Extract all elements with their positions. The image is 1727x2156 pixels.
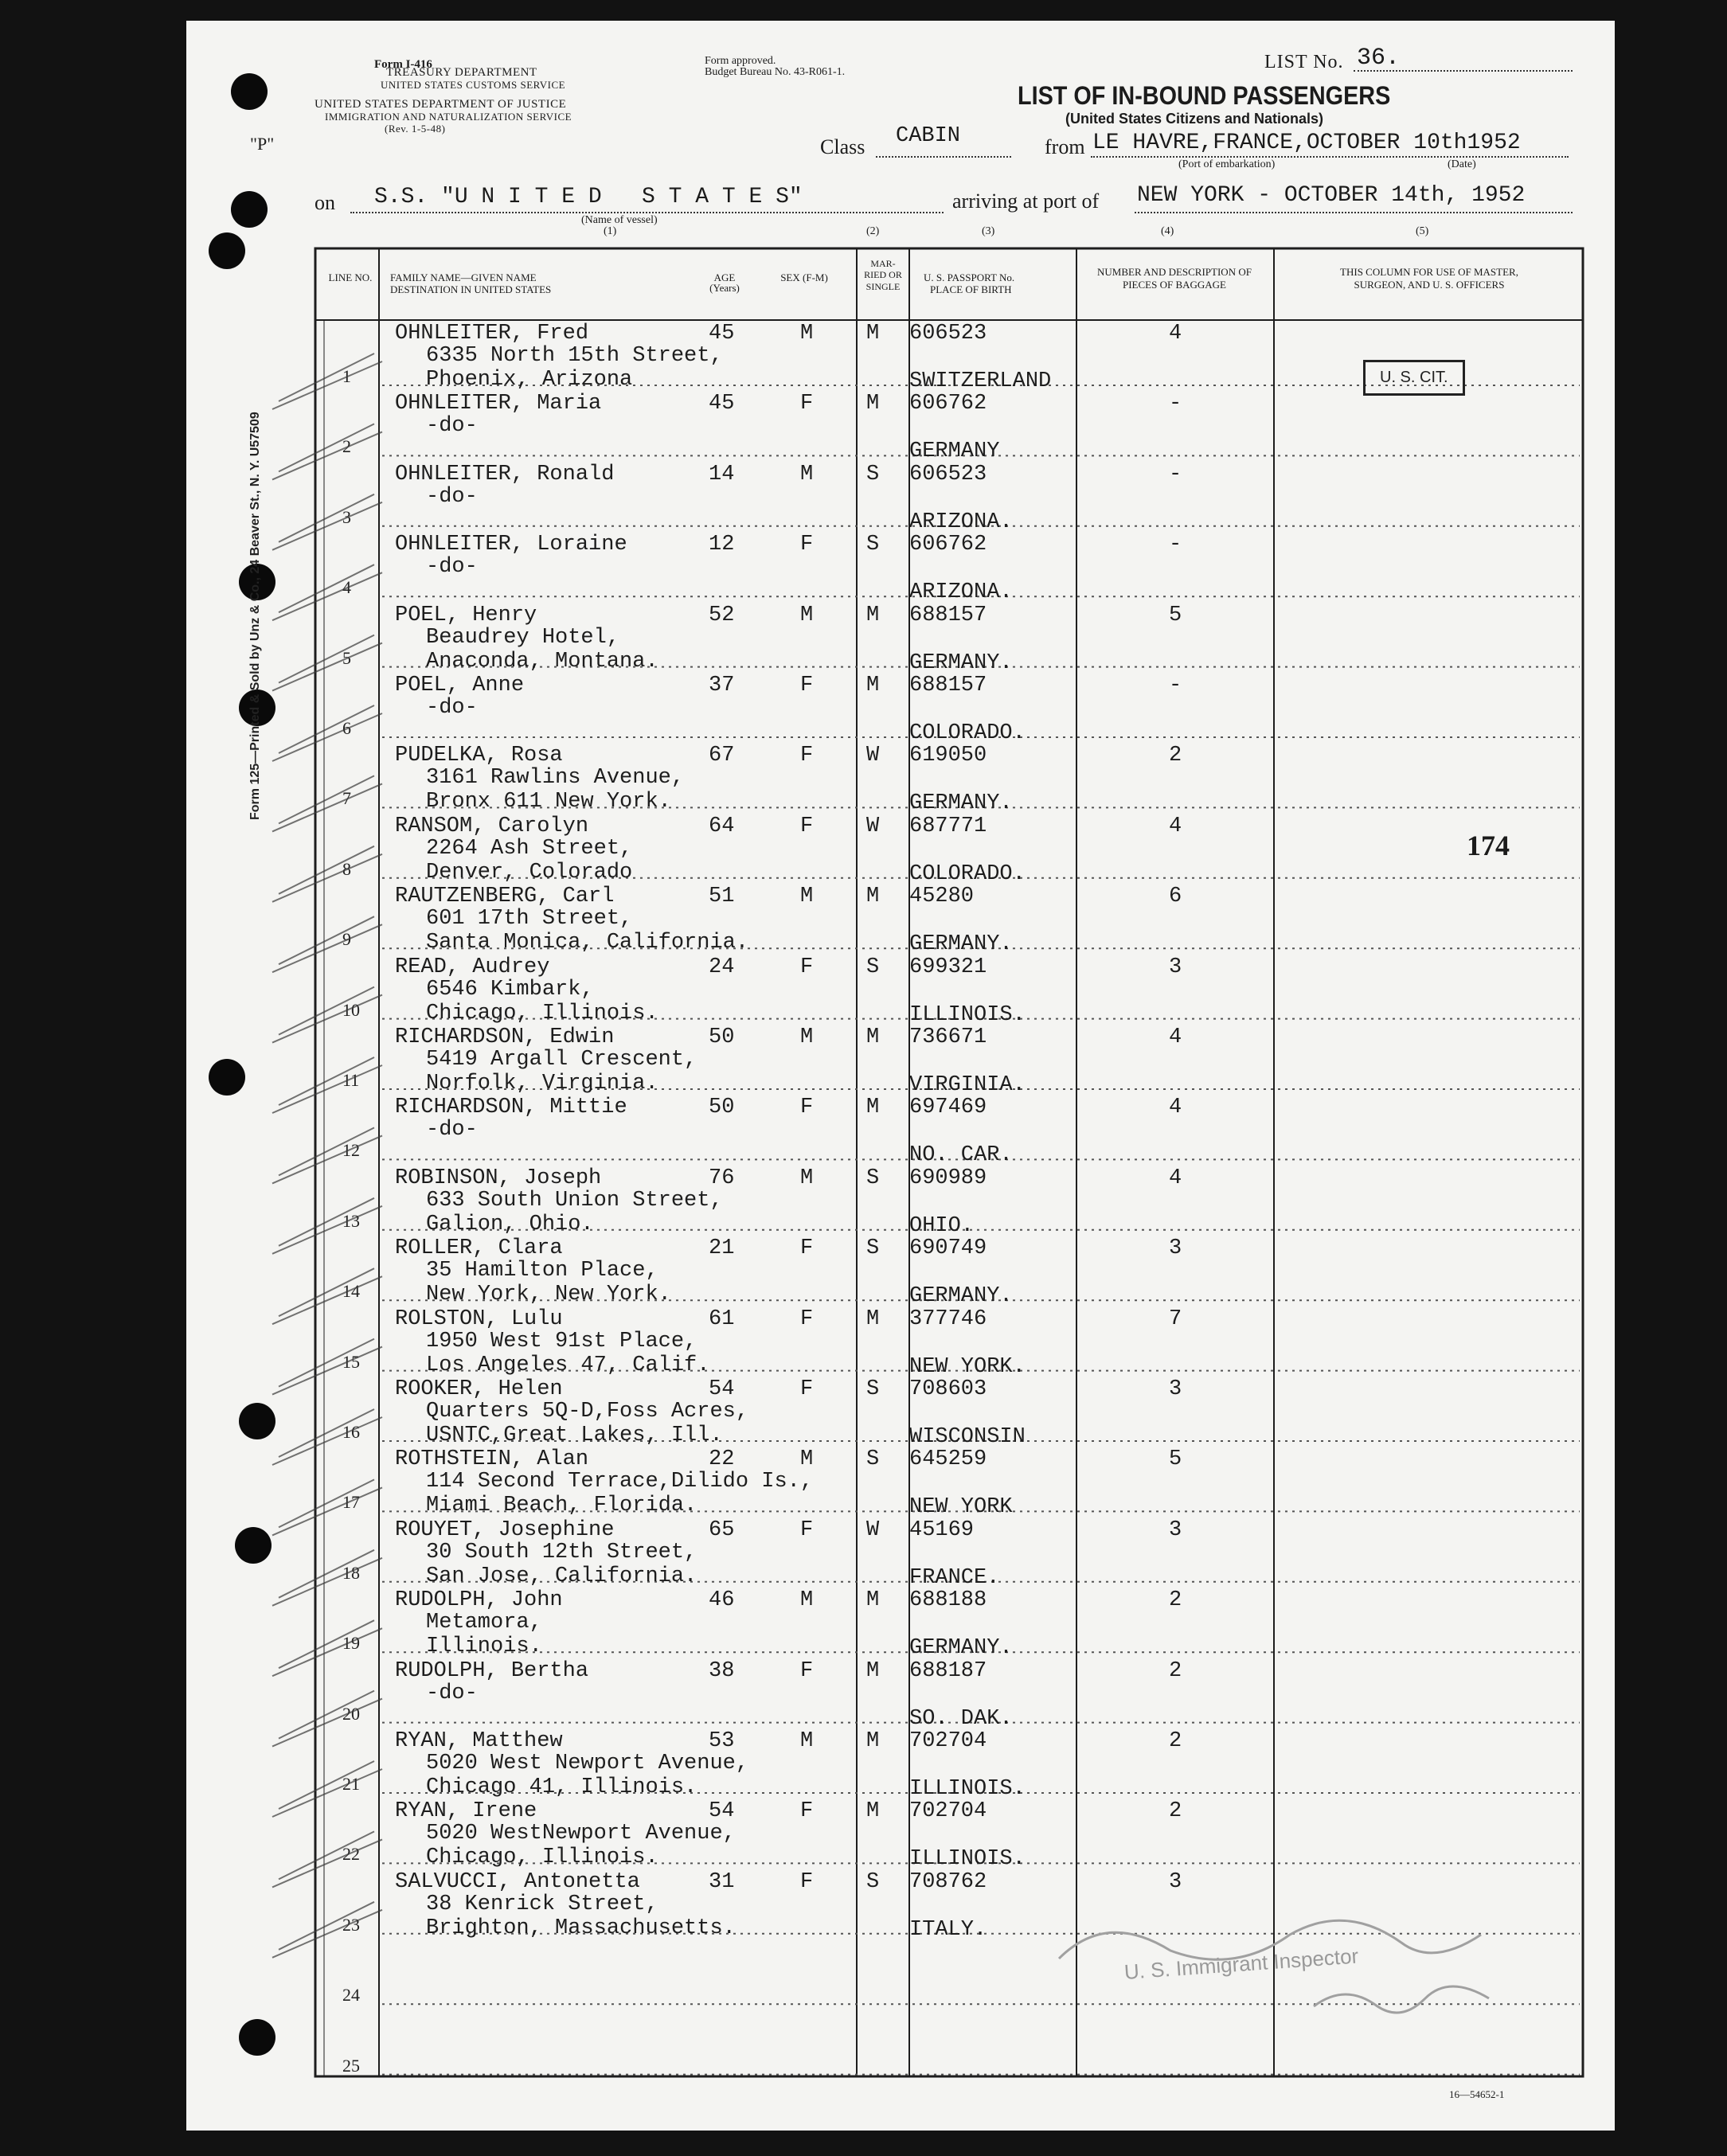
col-name: FAMILY NAME—GIVEN NAME [390, 271, 537, 283]
inspector-caption: U. S. Immigrant Inspector [1123, 1943, 1360, 1984]
age: 37 [709, 674, 735, 697]
form-number: Form I-416 [374, 58, 432, 71]
document-title: LIST OF IN-BOUND PASSENGERS [1018, 81, 1391, 110]
passport-number: 688188 [909, 1588, 987, 1613]
sex: M [800, 322, 814, 346]
address-line-1: 2264 Ash Street, [426, 836, 633, 861]
col-passport: U. S. PASSPORT No. [924, 271, 1015, 283]
us-citizen-stamp: U. S. CIT. [1363, 360, 1465, 396]
marital-status: S [866, 1166, 880, 1190]
age: 22 [709, 1447, 735, 1472]
col-destination: DESTINATION IN UNITED STATES [390, 283, 552, 295]
line-number: 9 [342, 929, 351, 950]
address-line-1: -do- [426, 1681, 478, 1705]
passenger-name: POEL, Henry [395, 603, 537, 627]
baggage-count: - [1169, 533, 1182, 557]
line-number: 19 [342, 1633, 360, 1654]
address-line-1: 1950 West 91st Place, [426, 1329, 697, 1353]
table-row [0, 1870, 1727, 1940]
table-row [0, 1799, 1727, 1872]
address-line-1: -do- [426, 696, 478, 720]
passport-number: 708762 [909, 1869, 987, 1894]
table-row [0, 463, 1727, 533]
place-of-birth: GERMANY. [909, 1284, 1013, 1309]
table-row [0, 603, 1727, 674]
line-number: 22 [342, 1844, 360, 1865]
baggage-count: 7 [1169, 1306, 1182, 1331]
passport-number: 708603 [909, 1377, 987, 1401]
address-line-2: Anaconda, Montana. [426, 649, 658, 674]
passenger-name: OHNLEITER, Maria [395, 392, 602, 416]
place-of-birth: WISCONSIN [909, 1425, 1026, 1449]
marital-status: M [866, 1096, 880, 1120]
baggage-count: 5 [1169, 603, 1182, 627]
passenger-name: SALVUCCI, Antonetta [395, 1869, 640, 1894]
marital-status: M [866, 1658, 880, 1683]
passport-number: 606523 [909, 322, 987, 346]
passenger-name: RUDOLPH, Bertha [395, 1658, 589, 1683]
marital-status: M [866, 1025, 880, 1049]
sex: M [800, 603, 814, 627]
passenger-name: ROUYET, Josephine [395, 1517, 615, 1542]
line-number: 8 [342, 858, 351, 879]
baggage-count: - [1169, 392, 1182, 416]
age: 14 [709, 462, 735, 486]
table-row [0, 2011, 1727, 2081]
baggage-count: 2 [1169, 1799, 1182, 1824]
embarkation-value: LE HAVRE,FRANCE,OCTOBER 10th1952 [1092, 131, 1521, 155]
col-sex: SEX (F-M) [780, 271, 828, 283]
line-number: 3 [342, 506, 351, 527]
passport-number: 688187 [909, 1658, 987, 1683]
table-row [0, 533, 1727, 603]
passport-number: 45169 [909, 1517, 975, 1542]
address-line-2: Chicago 41, Illinois. [426, 1775, 697, 1799]
age: 52 [709, 603, 735, 627]
line-number: 1 [342, 366, 351, 386]
sex: M [800, 462, 814, 486]
p-mark: "P" [250, 134, 275, 154]
marital-status: S [866, 1447, 880, 1472]
col-num-5: (5) [1416, 225, 1429, 237]
line-number: 17 [342, 1492, 360, 1513]
passport-number: 619050 [909, 744, 987, 768]
age: 54 [709, 1799, 735, 1824]
marital-status: W [866, 744, 880, 768]
col-officers: THIS COLUMN FOR USE OF MASTER, SURGEON, AND U. S. OFFICERS [1340, 266, 1518, 291]
table-row [0, 1940, 1727, 2010]
budget-bureau: Budget Bureau No. 43-R061-1. [705, 66, 846, 78]
age: 21 [709, 1236, 735, 1261]
table-row [0, 1307, 1727, 1377]
line-number: 15 [342, 1351, 360, 1372]
passenger-name: PUDELKA, Rosa [395, 744, 563, 768]
sex: M [800, 1166, 814, 1190]
on-label: on [315, 191, 335, 214]
age: 54 [709, 1377, 735, 1401]
baggage-count: 4 [1169, 1166, 1182, 1190]
address-line-2: Brighton, Massachusetts. [426, 1916, 736, 1940]
baggage-count: 4 [1169, 814, 1182, 838]
col-num-4: (4) [1161, 225, 1174, 237]
place-of-birth: ITALY. [909, 1917, 987, 1942]
class-label: Class [820, 135, 865, 158]
age: 38 [709, 1658, 735, 1683]
baggage-count: 4 [1169, 322, 1182, 346]
age: 24 [709, 955, 735, 979]
marital-status: S [866, 955, 880, 979]
footer-code: 16—54652-1 [1449, 2088, 1505, 2100]
baggage-count: 2 [1169, 1588, 1182, 1613]
passenger-name: ROBINSON, Joseph [395, 1166, 602, 1190]
baggage-count: - [1169, 674, 1182, 697]
sex: F [800, 1799, 814, 1824]
address-line-2: Los Angeles 47, Calif. [426, 1353, 710, 1377]
place-of-birth: GERMANY. [909, 791, 1013, 816]
sex: F [800, 1096, 814, 1120]
line-number: 20 [342, 1703, 360, 1724]
line-number: 10 [342, 999, 360, 1020]
line-number: 12 [342, 1140, 360, 1161]
address-line-1: 114 Second Terrace,Dilido Is., [426, 1470, 814, 1494]
passenger-name: POEL, Anne [395, 674, 525, 697]
address-line-2: New York, New York. [426, 1283, 671, 1307]
line-number: 4 [342, 577, 351, 598]
baggage-count: 6 [1169, 885, 1182, 909]
address-line-2: Norfolk, Virginia. [426, 1072, 658, 1096]
passport-number: 645259 [909, 1447, 987, 1472]
place-of-birth: GERMANY. [909, 650, 1013, 675]
line-number: 21 [342, 1774, 360, 1794]
sex: F [800, 814, 814, 838]
passport-number: 702704 [909, 1799, 987, 1824]
sex: F [800, 1658, 814, 1683]
address-line-2: San Jose, California. [426, 1564, 697, 1588]
line-number: 24 [342, 1985, 360, 2006]
baggage-count: 3 [1169, 1869, 1182, 1894]
age: 45 [709, 392, 735, 416]
printer-credit: Form 125—Printed & Sold by Unz & Co., 24 Beaver St., N. Y. U57509 [248, 412, 262, 820]
marital-status: M [866, 322, 880, 346]
passport-number: 606523 [909, 462, 987, 486]
marital-status: S [866, 1869, 880, 1894]
address-line-1: -do- [426, 1118, 478, 1142]
col-birth: PLACE OF BIRTH [930, 283, 1012, 295]
sex: F [800, 1236, 814, 1261]
table-row [0, 1236, 1727, 1309]
passenger-name: OHNLEITER, Ronald [395, 462, 615, 486]
passport-number: 377746 [909, 1306, 987, 1331]
baggage-count: 3 [1169, 1236, 1182, 1261]
marital-status: M [866, 1588, 880, 1613]
baggage-count: 3 [1169, 955, 1182, 979]
place-of-birth: SWITZERLAND [909, 369, 1052, 393]
place-of-birth: COLORADO. [909, 721, 1026, 745]
passenger-name: RYAN, Irene [395, 1799, 537, 1824]
passport-number: 736671 [909, 1025, 987, 1049]
table-row [0, 1377, 1727, 1447]
sex: M [800, 1588, 814, 1613]
line-number: 16 [342, 1422, 360, 1442]
baggage-count: - [1169, 462, 1182, 486]
col-baggage: NUMBER AND DESCRIPTION OF PIECES OF BAGGAGE [1097, 266, 1252, 291]
address-line-1: 5020 West Newport Avenue, [426, 1752, 749, 1775]
line-number: 25 [342, 2055, 360, 2076]
age: 50 [709, 1025, 735, 1049]
address-line-1: -do- [426, 555, 478, 580]
passport-number: 687771 [909, 814, 987, 838]
passenger-name: ROLLER, Clara [395, 1236, 563, 1261]
passport-number: 606762 [909, 533, 987, 557]
baggage-count: 2 [1169, 744, 1182, 768]
age: 67 [709, 744, 735, 768]
passenger-name: OHNLEITER, Fred [395, 322, 589, 346]
age: 50 [709, 1096, 735, 1120]
place-of-birth: ILLINOIS. [909, 1777, 1026, 1801]
marital-status: M [866, 1799, 880, 1824]
age: 12 [709, 533, 735, 557]
sex: F [800, 674, 814, 697]
table-row [0, 1518, 1727, 1588]
place-of-birth: ILLINOIS. [909, 1847, 1026, 1872]
passport-number: 699321 [909, 955, 987, 979]
line-number: 14 [342, 1281, 360, 1302]
sex: F [800, 533, 814, 557]
class-value: CABIN [896, 124, 961, 148]
passport-number: 697469 [909, 1096, 987, 1120]
age: 51 [709, 885, 735, 909]
age: 45 [709, 322, 735, 346]
table-row [0, 955, 1727, 1025]
sex: F [800, 1517, 814, 1542]
col-num-2: (2) [866, 225, 880, 237]
passenger-name: RYAN, Matthew [395, 1729, 563, 1753]
address-line-1: -do- [426, 484, 478, 509]
age: 65 [709, 1517, 735, 1542]
table-row [0, 1659, 1727, 1729]
table-row [0, 885, 1727, 955]
marital-status: W [866, 814, 880, 838]
page-number: 174 [1467, 830, 1510, 861]
place-of-birth: OHIO. [909, 1213, 975, 1238]
col-age: AGE (Years) [709, 271, 740, 294]
marital-status: S [866, 1236, 880, 1261]
line-number: 5 [342, 647, 351, 668]
age: 31 [709, 1869, 735, 1894]
address-line-2: Illinois. [426, 1635, 542, 1659]
ins-service: IMMIGRATION AND NATURALIZATION SERVICE [325, 111, 572, 123]
from-label: from [1045, 135, 1085, 158]
passport-number: 690749 [909, 1236, 987, 1261]
sex: F [800, 392, 814, 416]
line-number: 13 [342, 1210, 360, 1231]
age: 46 [709, 1588, 735, 1613]
table-row [0, 1025, 1727, 1096]
sex: F [800, 1377, 814, 1401]
sex: F [800, 1869, 814, 1894]
place-of-birth: GERMANY. [909, 1636, 1013, 1661]
line-number: 11 [342, 1070, 360, 1090]
address-line-1: 38 Kenrick Street, [426, 1892, 658, 1916]
marital-status: M [866, 603, 880, 627]
table-row [0, 1729, 1727, 1799]
table-row [0, 392, 1727, 462]
treasury-dept: TREASURY DEPARTMENT [386, 66, 537, 79]
port-embark-caption: (Port of embarkation) [1178, 158, 1276, 170]
place-of-birth: NO. CAR. [909, 1143, 1013, 1168]
customs-service: UNITED STATES CUSTOMS SERVICE [381, 79, 566, 91]
marital-status: M [866, 1306, 880, 1331]
address-line-1: 5020 WestNewport Avenue, [426, 1822, 736, 1846]
marital-status: M [866, 885, 880, 909]
baggage-count: 5 [1169, 1447, 1182, 1472]
passport-number: 606762 [909, 392, 987, 416]
sex: F [800, 955, 814, 979]
age: 61 [709, 1306, 735, 1331]
place-of-birth: NEW YORK [909, 1495, 1013, 1520]
baggage-count: 2 [1169, 1658, 1182, 1683]
passenger-name: ROOKER, Helen [395, 1377, 563, 1401]
col-married: MAR- RIED OR SINGLE [864, 258, 902, 292]
list-label: LIST No. [1264, 52, 1344, 72]
address-line-2: Galion, Ohio. [426, 1212, 594, 1236]
address-line-1: 6546 Kimbark, [426, 977, 594, 1002]
baggage-count: 4 [1169, 1025, 1182, 1049]
sex: M [800, 1447, 814, 1472]
place-of-birth: SO. DAK. [909, 1706, 1013, 1731]
address-line-1: 3161 Rawlins Avenue, [426, 766, 685, 791]
table-row [0, 674, 1727, 744]
place-of-birth: ARIZONA. [909, 510, 1013, 534]
col-num-1: (1) [604, 225, 617, 237]
line-number: 6 [342, 718, 351, 738]
line-number: 2 [342, 436, 351, 457]
baggage-count: 2 [1169, 1729, 1182, 1753]
baggage-count: 3 [1169, 1517, 1182, 1542]
marital-status: M [866, 1729, 880, 1753]
passport-number: 690989 [909, 1166, 987, 1190]
marital-status: S [866, 1377, 880, 1401]
place-of-birth: GERMANY [909, 439, 1000, 464]
address-line-1: -do- [426, 414, 478, 439]
address-line-1: Metamora, [426, 1611, 542, 1635]
passport-number: 688157 [909, 603, 987, 627]
address-line-1: 601 17th Street, [426, 907, 633, 932]
form-approved: Form approved. [705, 55, 776, 67]
address-line-2: Denver, Colorado [426, 860, 633, 885]
address-line-1: 633 South Union Street, [426, 1188, 723, 1213]
address-line-1: 6335 North 15th Street, [426, 344, 723, 368]
age: 53 [709, 1729, 735, 1753]
line-number: 18 [342, 1562, 360, 1583]
document-subtitle: (United States Citizens and Nationals) [1065, 111, 1324, 127]
age: 64 [709, 814, 735, 838]
passenger-name: RICHARDSON, Edwin [395, 1025, 615, 1049]
passenger-name: RAUTZENBERG, Carl [395, 885, 615, 909]
table-row [0, 744, 1727, 814]
passenger-name: RANSOM, Carolyn [395, 814, 589, 838]
sex: M [800, 1025, 814, 1049]
place-of-birth: GERMANY. [909, 932, 1013, 957]
baggage-count: 3 [1169, 1377, 1182, 1401]
address-line-2: Chicago, Illinois. [426, 1001, 658, 1025]
address-line-2: Miami Beach, Florida. [426, 1494, 697, 1518]
marital-status: S [866, 462, 880, 486]
address-line-1: Quarters 5Q-D,Foss Acres, [426, 1400, 749, 1424]
table-row [0, 322, 1727, 392]
sex: F [800, 1306, 814, 1331]
place-of-birth: VIRGINIA. [909, 1073, 1026, 1097]
passenger-name: ROLSTON, Lulu [395, 1306, 563, 1331]
table-row [0, 1166, 1727, 1236]
marital-status: M [866, 674, 880, 697]
col-num-3: (3) [982, 225, 995, 237]
sex: F [800, 744, 814, 768]
passenger-name: ROTHSTEIN, Alan [395, 1447, 589, 1472]
address-line-2: Phoenix, Arizona [426, 368, 633, 392]
age: 76 [709, 1166, 735, 1190]
address-line-2: Bronx 611 New York. [426, 790, 671, 814]
place-of-birth: COLORADO. [909, 861, 1026, 886]
passenger-name: OHNLEITER, Loraine [395, 533, 627, 557]
place-of-birth: ARIZONA. [909, 580, 1013, 605]
arriving-label: arriving at port of [952, 189, 1100, 213]
col-line: LINE NO. [328, 271, 373, 283]
address-line-1: Beaudrey Hotel, [426, 625, 620, 650]
address-line-1: 35 Hamilton Place, [426, 1259, 658, 1283]
vessel-caption: (Name of vessel) [581, 214, 658, 226]
passenger-name: RICHARDSON, Mittie [395, 1096, 627, 1120]
date-caption: (Date) [1448, 158, 1476, 170]
address-line-1: 30 South 12th Street, [426, 1540, 697, 1564]
revision: (Rev. 1-5-48) [385, 123, 446, 135]
arrival-value: NEW YORK - OCTOBER 14th, 1952 [1137, 183, 1526, 208]
sex: M [800, 1729, 814, 1753]
list-number: 36. [1357, 45, 1401, 72]
passport-number: 702704 [909, 1729, 987, 1753]
passenger-name: READ, Audrey [395, 955, 550, 979]
marital-status: W [866, 1517, 880, 1542]
justice-dept: UNITED STATES DEPARTMENT OF JUSTICE [315, 98, 567, 111]
passenger-name: RUDOLPH, John [395, 1588, 563, 1613]
place-of-birth: ILLINOIS. [909, 1002, 1026, 1027]
passport-number: 688157 [909, 674, 987, 697]
sex: M [800, 885, 814, 909]
table-row [0, 1588, 1727, 1661]
address-line-2: USNTC,Great Lakes, Ill. [426, 1424, 723, 1447]
line-number: 23 [342, 1914, 360, 1935]
address-line-2: Chicago, Illinois. [426, 1845, 658, 1870]
table-row [0, 1447, 1727, 1520]
vessel-name: S.S. "U N I T E D S T A T E S" [374, 185, 803, 209]
marital-status: M [866, 392, 880, 416]
marital-status: S [866, 533, 880, 557]
line-number: 7 [342, 788, 351, 809]
address-line-2: Santa Monica, California. [426, 931, 749, 955]
address-line-1: 5419 Argall Crescent, [426, 1048, 697, 1072]
place-of-birth: NEW YORK. [909, 1354, 1026, 1379]
passport-number: 45280 [909, 885, 975, 909]
table-row [0, 1096, 1727, 1166]
baggage-count: 4 [1169, 1096, 1182, 1120]
place-of-birth: FRANCE. [909, 1565, 1000, 1590]
